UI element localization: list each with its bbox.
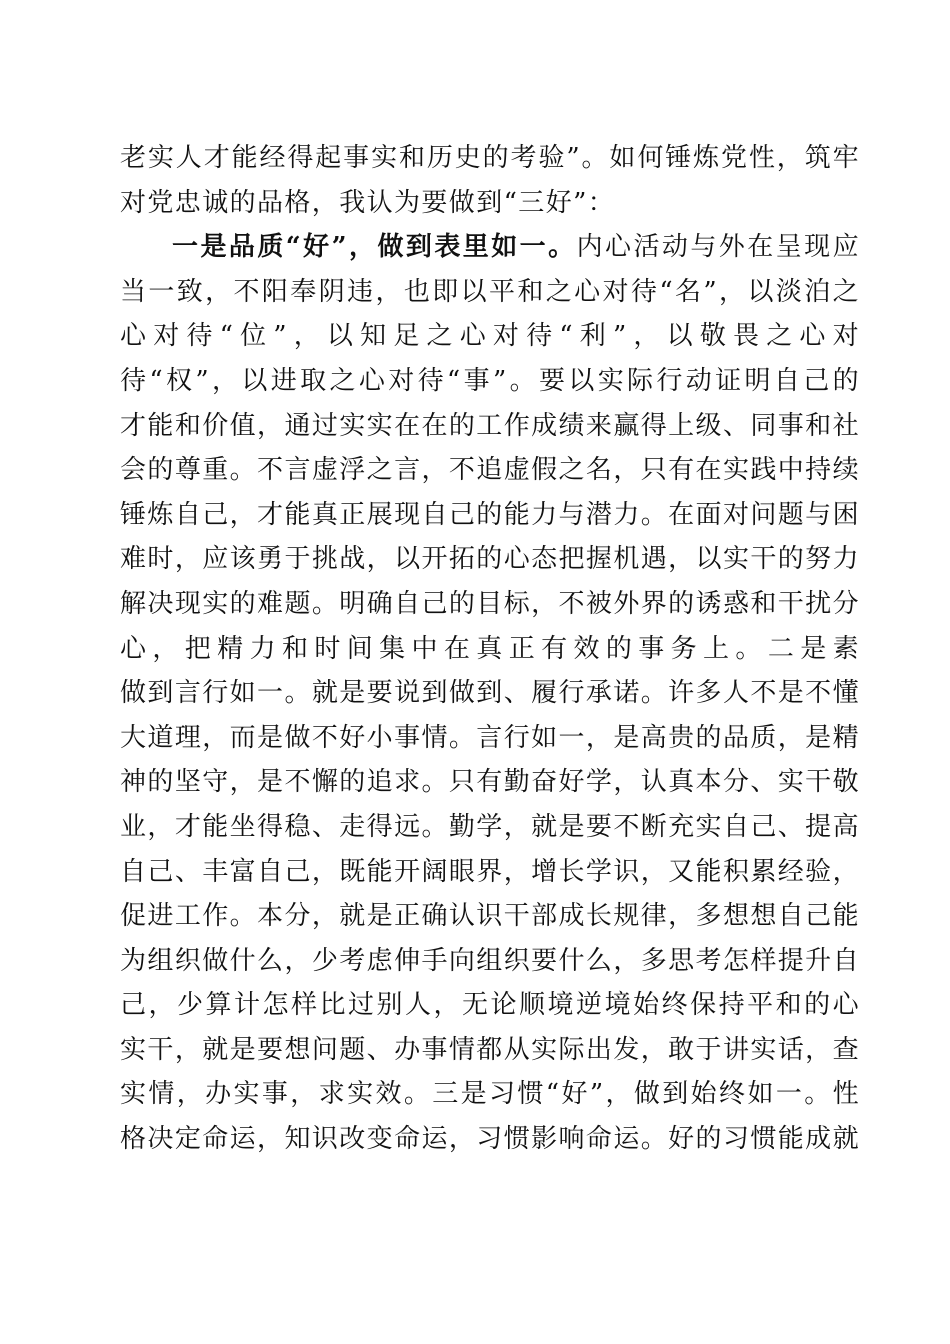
text-line: 才能和价值，通过实实在在的工作成绩来赢得上级、同事和社 <box>120 410 860 441</box>
text-line: 格决定命运，知识改变命运，习惯影响命运。好的习惯能成就 <box>120 1124 860 1155</box>
paragraph-first-line <box>120 225 860 270</box>
text-line: 己，少算计怎样比过别人，无论顺境逆境始终保持平和的心 <box>120 990 860 1021</box>
text-line: 实干，就是要想问题、办事情都从实际出发，敢于讲实话，查 <box>120 1034 860 1065</box>
text-run: 内心活动与外在呈现应 <box>576 232 860 263</box>
text-line: 为组织做什么，少考虑伸手向组织要什么，多思考怎样提升自 <box>120 945 860 976</box>
text-line: 大道理，而是做不好小事情。言行如一，是高贵的品质，是精 <box>120 722 860 753</box>
text-line: 实情，办实事，求实效。三是习惯“好”，做到始终如一。性 <box>120 1079 860 1110</box>
text-line: 锤炼自己，才能真正展现自己的能力与潜力。在面对问题与困 <box>120 499 860 530</box>
text-line: 神的坚守，是不懈的追求。只有勤奋好学，认真本分、实干敬 <box>120 767 860 798</box>
text-line: 心对待“位”，以知足之心对待“利”，以敬畏之心对 <box>120 321 860 352</box>
text-line: 待“权”，以进取之心对待“事”。要以实际行动证明自己的 <box>120 365 860 396</box>
section-heading-inline: 一是品质“好”，做到表里如一。 <box>172 232 577 263</box>
text-line: 老实人才能经得起事实和历史的考验”。如何锤炼党性，筑牢 <box>120 143 860 173</box>
text-line: 业，才能坐得稳、走得远。勤学，就是要不断充实自己、提高 <box>120 811 860 842</box>
text-line: 难时，应该勇于挑战，以开拓的心态把握机遇，以实干的努力 <box>120 544 860 575</box>
text-line: 心，把精力和时间集中在真正有效的事务上。二是素 <box>120 633 860 664</box>
text-line: 自己、丰富自己，既能开阔眼界，增长学识，又能积累经验， <box>120 856 860 887</box>
text-line: 当一致，不阳奉阴违，也即以平和之心对待“名”，以淡泊之 <box>120 276 860 307</box>
text-line: 解决现实的难题。明确自己的目标，不被外界的诱惑和干扰分 <box>120 588 860 619</box>
text-line: 做到言行如一。就是要说到做到、履行承诺。许多人不是不懂 <box>120 678 860 709</box>
text-line: 会的尊重。不言虚浮之言，不追虚假之名，只有在实践中持续 <box>120 455 860 486</box>
body-text <box>120 136 860 1162</box>
text-line: 促进工作。本分，就是正确认识干部成长规律，多想想自己能 <box>120 901 860 932</box>
text-line: 对党忠诚的品格，我认为要做到“三好”： <box>120 187 616 218</box>
